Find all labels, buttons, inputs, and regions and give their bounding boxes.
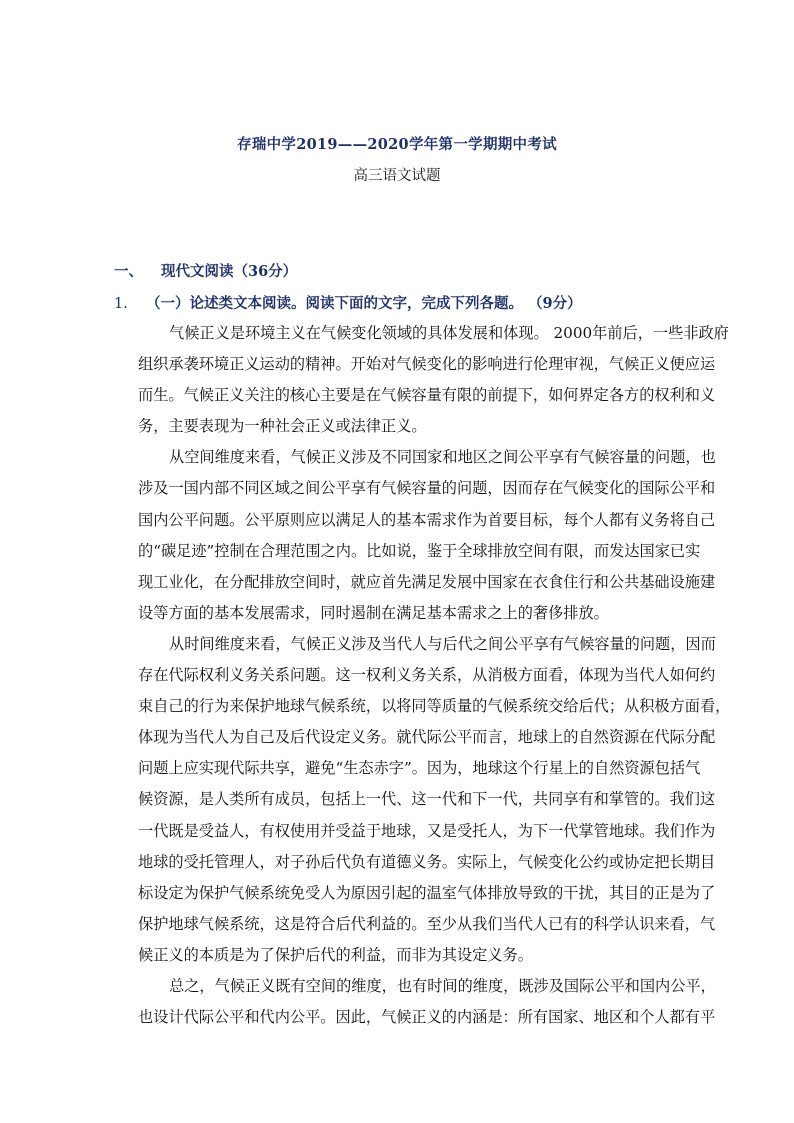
question-heading (114, 292, 582, 313)
question-number: 1. (114, 296, 128, 312)
passage-line: 涉及一国内部不同区域之间公平享有气候容量的问题，因而存在气候变化的国际公平和 (138, 479, 716, 498)
passage-line: 候正义的本质是为了保护后代的利益，而非为其设定义务。 (138, 945, 533, 964)
passage-line: 存在代际权利义务关系问题。这一权利义务关系，从消极方面看，体现为当代人如何约 (138, 666, 716, 685)
passage-line: 候资源，是人类所有成员，包括上一代、这一代和下一代，共同享有和掌管的。我们这 (138, 790, 716, 809)
passage-line: 气候正义是环境主义在气候变化领域的具体发展和体现。 2000年前后，一些非政府 (169, 324, 729, 342)
section-heading (114, 260, 297, 281)
passage-line: 体现为当代人为自己及后代设定义务。就代际公平而言，地球上的自然资源在代际分配 (138, 728, 716, 747)
passage-line: 务，主要表现为一种社会正义或法律正义。 (138, 417, 427, 436)
passage-line: 问题上应实现代际共享，避免“生态赤字”。因为，地球这个行星上的自然资源包括气 (138, 759, 701, 778)
passage-line: 保护地球气候系统，这是符合后代利益的。至少从我们当代人已有的科学认识来看，气 (138, 914, 716, 933)
passage-line: 束自己的行为来保护地球气候系统，以将同等质量的气候系统交给后代；从积极方面看， (138, 697, 731, 716)
passage-line: 一代既是受益人，有权使用并受益于地球，又是受托人，为下一代掌管地球。我们作为 (138, 821, 716, 840)
section-label: 现代文阅读（36分） (161, 263, 298, 280)
exam-subtitle: 高三语文试题 (353, 168, 441, 184)
passage-line: 地球的受托管理人，对子孙后代负有道德义务。实际上，气候变化公约或协定把长期目 (138, 852, 716, 871)
passage-line: 设等方面的基本发展需求，同时遏制在满足基本需求之上的奢侈排放。 (138, 603, 609, 622)
passage-line: 从时间维度来看，气候正义涉及当代人与后代之间公平享有气候容量的问题，因而 (169, 634, 716, 653)
exam-title: 存瑞中学2019——2020学年第一学期期中考试 (237, 136, 557, 153)
passage-line: 组织承袭环境正义运动的精神。开始对气候变化的影响进行伦理审视，气候正义便应运 (138, 355, 716, 374)
reading-passage (138, 318, 731, 1033)
passage-line: 国内公平问题。公平原则应以满足人的基本需求作为首要目标，每个人都有义务将自己 (138, 510, 716, 529)
passage-line: 而生。气候正义关注的核心主要是在气候容量有限的前提下，如何界定各方的权利和义 (138, 386, 716, 405)
passage-line: 从空间维度来看，气候正义涉及不同国家和地区之间公平享有气候容量的问题，也 (169, 448, 716, 467)
passage-line: 总之，气候正义既有空间的维度，也有时间的维度，既涉及国际公平和国内公平， (169, 976, 716, 995)
passage-line: 现工业化，在分配排放空间时，就应首先满足发展中国家在衣食住行和公共基础设施建 (138, 572, 716, 591)
section-number: 一、 (114, 263, 143, 280)
passage-line: 标设定为保护气候系统免受人为原因引起的温室气体排放导致的干扰，其目的正是为了 (138, 883, 716, 902)
passage-line: 的“碳足迹”控制在合理范围之内。比如说，鉴于全球排放空间有限，而发达国家已实 (138, 541, 701, 560)
passage-line: 也设计代际公平和代内公平。因此，气候正义的内涵是：所有国家、地区和个人都有平 (138, 1008, 716, 1027)
question-label: （一）论述类文本阅读。阅读下面的文字，完成下列各题。 （9分） (146, 295, 582, 312)
